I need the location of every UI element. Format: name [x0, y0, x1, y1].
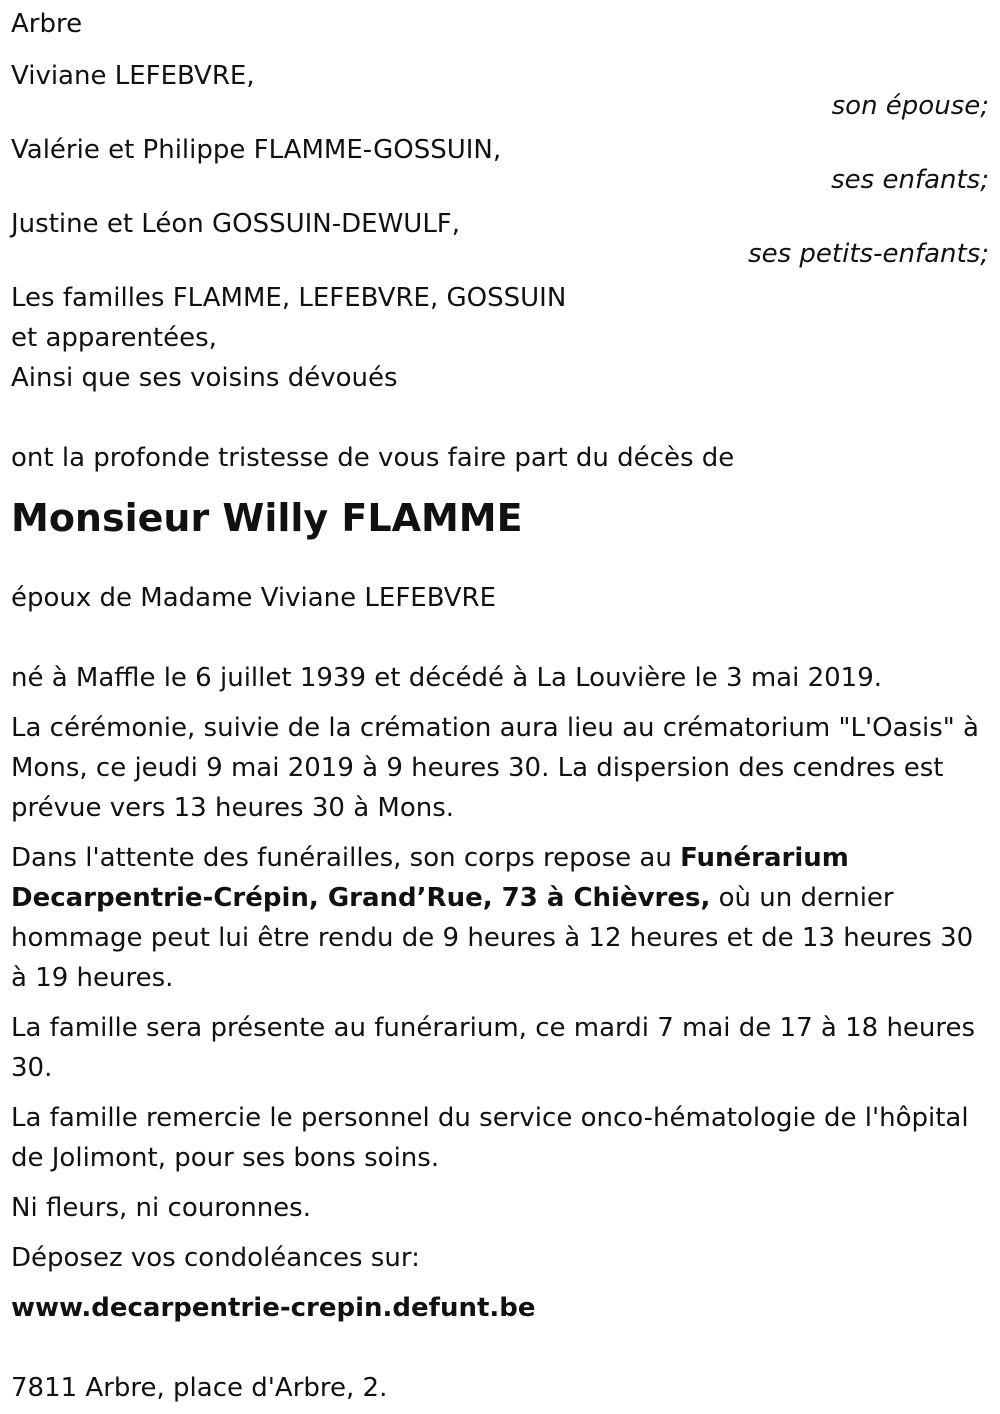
- funerarium-paragraph: [11, 838, 989, 998]
- flowers-note: Ni fleurs, ni couronnes.: [11, 1193, 311, 1223]
- funerarium-intro: Dans l'attente des funérailles, son corps repose au: [11, 843, 681, 873]
- family-presence-paragraph: La famille sera présente au funérarium, ce mardi 7 mai de 17 à 18 heures 30.: [11, 1013, 976, 1083]
- header-place: Arbre: [11, 9, 83, 39]
- family-member-spouse-role: son épouse;: [831, 91, 989, 121]
- condolences-label: Déposez vos condoléances sur:: [11, 1243, 420, 1273]
- family-member-grandchildren-role: ses petits-enfants;: [748, 239, 989, 269]
- address-line: 7811 Arbre, place d'Arbre, 2.: [11, 1373, 388, 1403]
- announcement-text: ont la profonde tristesse de vous faire part du décès de: [11, 443, 735, 473]
- ceremony-paragraph: La cérémonie, suivie de la crémation aura lieu au crématorium "L'Oasis" à Mons, ce jeudi 9 mai 2019 à 9 heures 30. La dispersion des cendres est prévue vers 13 heures 30 à Mons.: [11, 713, 979, 823]
- relatives-line-3: Ainsi que ses voisins dévoués: [11, 363, 398, 393]
- relatives-line-1: Les familles FLAMME, LEFEBVRE, GOSSUIN: [11, 283, 567, 313]
- funerarium-rest: où un dernier hommage peut lui être rendu de 9 heures à 12 heures et de 13 heures 30 à 19 heures.: [11, 883, 974, 993]
- funerarium-location: Funérarium Decarpentrie-Crépin, Grand’Rue, 73 à Chièvres,: [11, 843, 849, 913]
- spouse-line: époux de Madame Viviane LEFEBVRE: [11, 583, 497, 613]
- family-member-children-role: ses enfants;: [831, 165, 989, 195]
- deceased-name: Monsieur Willy FLAMME: [11, 496, 523, 540]
- birth-death-dates: né à Maffle le 6 juillet 1939 et décédé à La Louvière le 3 mai 2019.: [11, 663, 883, 693]
- family-member-grandchildren-name: Justine et Léon GOSSUIN-DEWULF,: [11, 209, 461, 239]
- condolences-website-link[interactable]: www.decarpentrie-crepin.defunt.be: [11, 1293, 536, 1323]
- thanks-paragraph: La famille remercie le personnel du service onco-hématologie de l'hôpital de Jolimont, pour ses bons soins.: [11, 1103, 969, 1173]
- obituary-document: [11, 4, 989, 1408]
- relatives-line-2: et apparentées,: [11, 323, 217, 353]
- family-member-spouse-name: Viviane LEFEBVRE,: [11, 61, 255, 91]
- family-member-children-name: Valérie et Philippe FLAMME-GOSSUIN,: [11, 135, 502, 165]
